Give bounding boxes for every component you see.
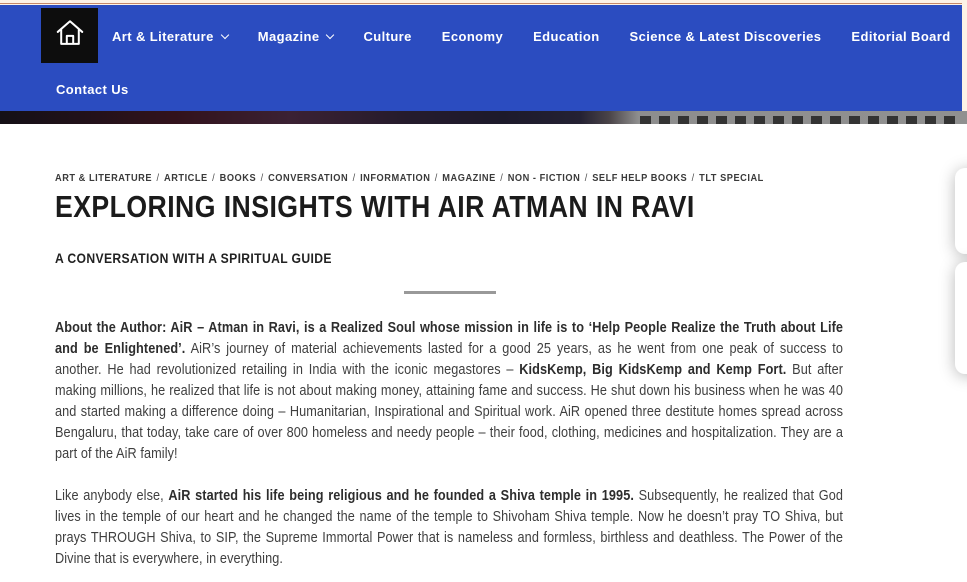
article-column — [55, 172, 845, 570]
article-subtitle: A CONVERSATION WITH A SPIRITUAL GUIDE — [55, 251, 332, 266]
breadcrumb-separator: / — [260, 172, 264, 184]
breadcrumb-item-magazine[interactable]: MAGAZINE — [442, 172, 496, 184]
nav-item-label: Science & Latest Discoveries — [629, 28, 822, 44]
home-icon — [54, 17, 86, 54]
article-paragraph-1 — [55, 318, 843, 465]
nav-item-label: Magazine — [257, 28, 320, 44]
nav-item-label: Editorial Board — [851, 28, 951, 44]
breadcrumb-separator: / — [352, 172, 356, 184]
nav-item-economy[interactable] — [442, 29, 503, 44]
paragraph-text-segment: Subsequently, he realized that God lives in the temple of our heart and he changed the name of the temple to Shivoham Shiva temple. Now he doesn’t pray TO Shiva, but prays THROUGH Shiva, to SIP, the Supreme Immortal Power that is nameless and formless, birthless and deathless. The Power of the Divine that is everywhere, in everything. — [55, 488, 844, 567]
breadcrumb-separator: / — [691, 172, 695, 184]
chevron-down-icon — [326, 30, 334, 38]
paragraph-bold-segment: AiR started his life being religious and he founded a Shiva temple in 1995. — [168, 488, 634, 504]
breadcrumb-separator: / — [500, 172, 504, 184]
breadcrumb-item-article[interactable]: ARTICLE — [163, 172, 208, 184]
breadcrumb-item-self-help-books[interactable]: SELF HELP BOOKS — [592, 172, 688, 184]
section-divider — [404, 291, 496, 294]
paragraph-text-segment: But after making millions, he realized that life is not about making money, attaining fame and success. He shut down his business when he was 40 and started making a difference doing – Humanitarian, Inspirational and Spiritual work. AiR opened three destitute homes spread across Bengaluru, that today, take care of over 800 homeless and needy people – their food, clothing, medicines and hospitalization. They are a part of the AiR family! — [55, 362, 844, 462]
top-strip-accent-line — [0, 3, 967, 4]
breadcrumb-item-conversation[interactable]: CONVERSATION — [268, 172, 349, 184]
nav-row-secondary — [56, 67, 129, 111]
breadcrumb-item-non-fiction[interactable]: NON - FICTION — [507, 172, 581, 184]
share-widget-upper[interactable] — [955, 168, 967, 254]
main-navbar — [0, 5, 962, 111]
article-paragraph-2 — [55, 486, 843, 570]
nav-item-label: Culture — [363, 28, 412, 44]
nav-item-culture[interactable] — [363, 29, 411, 44]
hero-image-sliver — [0, 111, 967, 124]
breadcrumb-separator: / — [212, 172, 216, 184]
nav-item-art-literature[interactable] — [112, 29, 228, 44]
breadcrumb-separator: / — [584, 172, 588, 184]
breadcrumb-separator: / — [434, 172, 438, 184]
breadcrumb-separator: / — [156, 172, 160, 184]
breadcrumb-item-art-literature[interactable]: ART & LITERATURE — [55, 172, 153, 184]
paragraph-bold-segment: About the Author: AiR – Atman in Ravi, is a Realized Soul whose mission in life is to ‘Help People Realize the Truth about Life and be Enlightened’. — [55, 320, 844, 357]
paragraph-text-segment: AiR’s journey of material achievements lasted for a good 25 years, as he went from one peak of success to another. He had revolutionized retailing in India with the iconic megastores – — [55, 341, 844, 378]
breadcrumb-item-tlt-special[interactable]: TLT SPECIAL — [699, 172, 764, 184]
nav-item-education[interactable] — [533, 29, 599, 44]
nav-item-science-latest-discoveries[interactable] — [630, 29, 822, 44]
home-button[interactable] — [41, 8, 98, 63]
nav-item-label: Economy — [441, 28, 504, 44]
nav-item-magazine[interactable] — [258, 29, 334, 44]
breadcrumb-item-books[interactable]: BOOKS — [219, 172, 257, 184]
paragraph-bold-segment: KidsKemp, Big KidsKemp and Kemp Fort. — [519, 362, 787, 378]
nav-item-label: Education — [533, 28, 600, 44]
right-edge-strip — [962, 0, 967, 111]
breadcrumb-item-information[interactable]: INFORMATION — [360, 172, 431, 184]
share-widget-lower[interactable] — [955, 262, 967, 374]
nav-item-contact-us[interactable] — [56, 82, 129, 97]
article-body — [55, 318, 843, 570]
breadcrumb — [55, 172, 764, 184]
nav-item-editorial-board[interactable] — [851, 29, 950, 44]
nav-item-label: Contact Us — [56, 81, 129, 97]
hero-image-text-fragment — [640, 116, 961, 124]
nav-item-label: Art & Literature — [112, 28, 214, 44]
paragraph-text-segment: Like anybody else, — [55, 488, 169, 504]
page-title: EXPLORING INSIGHTS WITH AIR ATMAN IN RAVI — [55, 189, 695, 224]
nav-row-primary — [112, 5, 951, 67]
chevron-down-icon — [221, 30, 229, 38]
